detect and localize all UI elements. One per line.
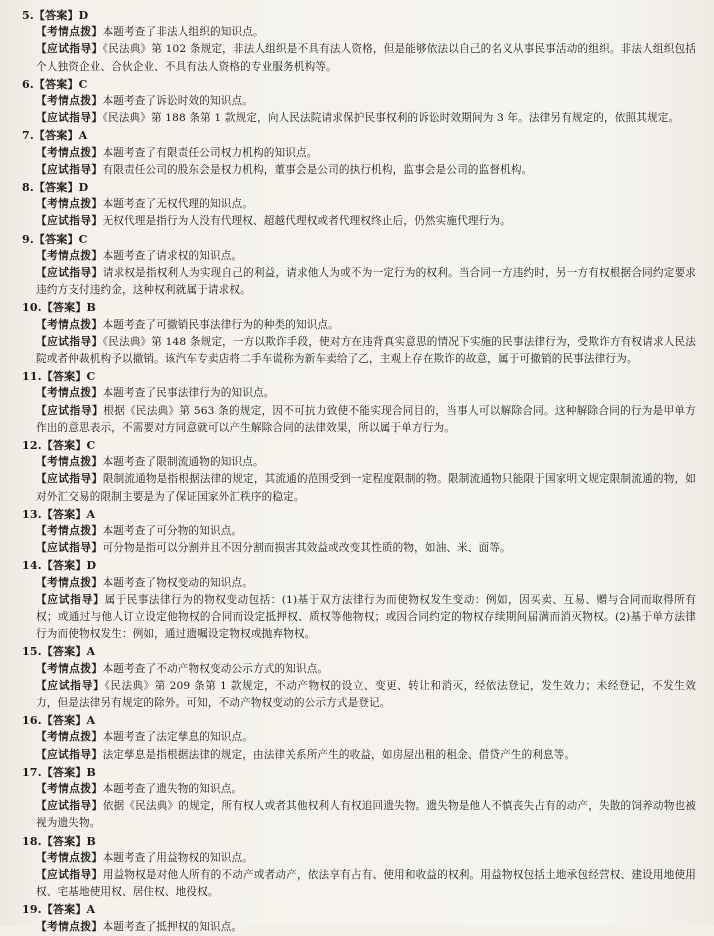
exam-point-line bbox=[22, 729, 696, 746]
guide-line bbox=[22, 334, 696, 368]
guide-tag: 【应试指导】 bbox=[36, 473, 103, 486]
answer-line: 11.【答案】C bbox=[22, 370, 96, 384]
guide-tag: 【应试指导】 bbox=[36, 266, 103, 279]
guide-tag: 【应试指导】 bbox=[36, 112, 103, 125]
guide-tag: 【应试指导】 bbox=[36, 800, 103, 813]
exam-point-line bbox=[22, 248, 696, 265]
answer-line: 5.【答案】D bbox=[22, 9, 89, 22]
exam-point-line bbox=[22, 661, 696, 678]
exam-point-text: 本题考查了可分物的知识点。 bbox=[102, 524, 243, 537]
guide-tag: 【应试指导】 bbox=[36, 748, 103, 761]
guide-text: 《民法典》第 148 条规定，一方以欺诈手段，使对方在违背真实意思的情况下实施的民事法律行为，受欺诈方有权请求人民法院或者仲裁机构予以撤销。该汽车专卖店将二手车谎称为新车卖给了乙，主观上存在欺诈的故意，属于可撤销的民事法律行为。 bbox=[36, 335, 697, 365]
guide-line bbox=[22, 747, 696, 764]
guide-tag: 【应试指导】 bbox=[36, 43, 103, 56]
exam-point-text: 本题考查了有限责任公司权力机构的知识点。 bbox=[102, 146, 318, 159]
answer-entry-10 bbox=[22, 299, 696, 368]
exam-point-line bbox=[22, 523, 696, 540]
answer-line: 10.【答案】B bbox=[22, 301, 97, 315]
exam-point-tag: 【考情点拨】 bbox=[36, 782, 103, 795]
answer-line: 12.【答案】C bbox=[22, 438, 96, 452]
exam-point-line bbox=[22, 781, 696, 798]
guide-line bbox=[22, 213, 696, 230]
exam-point-tag: 【考情点拨】 bbox=[36, 920, 103, 933]
answer-entry-17 bbox=[22, 764, 696, 833]
exam-point-text: 本题考查了民事法律行为的知识点。 bbox=[102, 387, 275, 400]
guide-text: 依据《民法典》的规定，所有权人或者其他权利人有权追回遗失物。遗失物是他人不慎丧失占有的动产，失散的饲养动物也被视为遗失物。 bbox=[36, 800, 697, 830]
exam-point-tag: 【考情点拨】 bbox=[36, 662, 103, 675]
exam-point-tag: 【考情点拨】 bbox=[36, 576, 103, 589]
guide-tag: 【应试指导】 bbox=[36, 404, 104, 417]
answer-entry-18 bbox=[22, 833, 696, 902]
answer-line: 19.【答案】A bbox=[22, 903, 96, 917]
answer-line: 13.【答案】A bbox=[22, 507, 96, 521]
guide-text: 可分物是指可以分割并且不因分割而损害其效益或改变其性质的物，如油、米、面等。 bbox=[102, 542, 511, 555]
guide-text: 根据《民法典》第 563 条的规定，因不可抗力致使不能实现合同目的，当事人可以解除合同。这种解除合同的行为是甲单方作出的意思表示，不需要对方同意就可以产生解除合同的法律效果，所以属于单方行为。 bbox=[36, 404, 697, 434]
answer-entry-12 bbox=[22, 437, 696, 506]
exam-point-tag: 【考情点拨】 bbox=[36, 731, 103, 744]
exam-point-line bbox=[22, 24, 696, 41]
guide-line bbox=[22, 41, 696, 75]
exam-point-text: 本题考查了不动产物权变动公示方式的知识点。 bbox=[102, 662, 329, 675]
answer-entry-19 bbox=[22, 901, 696, 935]
guide-line bbox=[22, 678, 696, 712]
exam-point-tag: 【考情点拨】 bbox=[36, 524, 103, 537]
guide-line bbox=[22, 798, 696, 832]
answer-line: 16.【答案】A bbox=[22, 714, 96, 728]
exam-point-text: 本题考查了请求权的知识点。 bbox=[102, 249, 243, 262]
guide-tag: 【应试指导】 bbox=[36, 335, 103, 348]
exam-point-line bbox=[22, 145, 696, 162]
guide-line bbox=[22, 540, 696, 557]
exam-point-text: 本题考查了限制流通物的知识点。 bbox=[102, 456, 264, 469]
exam-point-line bbox=[22, 317, 696, 334]
exam-point-line bbox=[22, 385, 696, 402]
exam-point-text: 本题考查了法定孳息的知识点。 bbox=[102, 731, 253, 744]
guide-tag: 【应试指导】 bbox=[36, 215, 103, 228]
guide-text: 无权代理是指行为人没有代理权、超越代理权或者代理权终止后，仍然实施代理行为。 bbox=[102, 215, 511, 228]
answer-entry-16 bbox=[22, 712, 696, 764]
answer-entry-8 bbox=[22, 179, 696, 231]
exam-point-line bbox=[22, 196, 696, 213]
exam-point-tag: 【考情点拨】 bbox=[36, 26, 103, 39]
guide-tag: 【应试指导】 bbox=[36, 542, 103, 555]
answer-entry-15 bbox=[22, 643, 696, 712]
exam-point-tag: 【考情点拨】 bbox=[36, 456, 103, 469]
answer-line: 14.【答案】D bbox=[22, 559, 97, 573]
guide-line bbox=[22, 110, 696, 127]
exam-point-text: 本题考查了物权变动的知识点。 bbox=[102, 576, 253, 589]
guide-text: 属于民事法律行为的物权变动包括：(1)基于双方法律行为而使物权发生变动：例如，因买卖、互易、赠与合同而取得所有权；或通过与他人订立设定他物权的合同而设定抵押权、质权等他物权；或因合同约定的物权存续期间届满而消灭物权。(2)基于单方法律行为而使物权发生：例如，通过遗嘱设定物权或抛弃物权。 bbox=[36, 593, 696, 641]
guide-line bbox=[22, 471, 696, 505]
exam-point-text: 本题考查了可撤销民事法律行为的种类的知识点。 bbox=[102, 318, 339, 331]
guide-text: 《民法典》第 188 条第 1 款规定，向人民法院请求保护民事权利的诉讼时效期间为 3 年。法律另有规定的，依照其规定。 bbox=[102, 112, 680, 125]
exam-point-line bbox=[22, 93, 696, 110]
guide-line bbox=[22, 162, 696, 179]
answer-line: 15.【答案】A bbox=[22, 645, 96, 659]
exam-point-text: 本题考查了用益物权的知识点。 bbox=[102, 851, 253, 864]
exam-point-tag: 【考情点拨】 bbox=[36, 198, 103, 211]
guide-text: 限制流通物是指根据法律的规定，其流通的范围受到一定程度限制的物。限制流通物只能限于国家明文规定限制流通的物，如对外汇交易的限制主要是为了保证国家外汇秩序的稳定。 bbox=[36, 473, 697, 503]
exam-point-text: 本题考查了抵押权的知识点。 bbox=[102, 920, 243, 933]
guide-line bbox=[22, 592, 696, 644]
answer-line: 6.【答案】C bbox=[22, 77, 88, 91]
guide-text: 法定孳息是指根据法律的规定，由法律关系所产生的收益，如房屋出租的租金、借贷产生的利息等。 bbox=[102, 748, 576, 761]
exam-point-tag: 【考情点拨】 bbox=[36, 851, 103, 864]
answer-line: 18.【答案】B bbox=[22, 834, 97, 848]
exam-point-line bbox=[22, 919, 696, 936]
answer-line: 8.【答案】D bbox=[22, 180, 89, 194]
guide-line bbox=[22, 867, 696, 901]
answer-entry-13 bbox=[22, 506, 696, 558]
guide-text: 用益物权是对他人所有的不动产或者动产，依法享有占有、使用和收益的权利。用益物权包括土地承包经营权、建设用地使用权、宅基地使用权、居住权、地役权。 bbox=[36, 868, 697, 899]
guide-text: 请求权是指权利人为实现自己的利益，请求他人为或不为一定行为的权利。当合同一方违约时，另一方有权根据合同约定要求违约方支付违约金，这种权利就属于请求权。 bbox=[36, 266, 697, 297]
guide-line bbox=[22, 265, 696, 299]
guide-tag: 【应试指导】 bbox=[36, 868, 103, 881]
answer-entry-7 bbox=[22, 127, 696, 179]
guide-tag: 【应试指导】 bbox=[36, 679, 105, 692]
exam-point-text: 本题考查了无权代理的知识点。 bbox=[102, 198, 253, 211]
guide-tag: 【应试指导】 bbox=[36, 593, 105, 606]
exam-point-tag: 【考情点拨】 bbox=[36, 387, 103, 400]
guide-tag: 【应试指导】 bbox=[36, 163, 103, 176]
answer-entry-9 bbox=[22, 231, 696, 300]
exam-point-line bbox=[22, 454, 696, 471]
guide-line bbox=[22, 403, 696, 437]
answer-entry-11 bbox=[22, 368, 696, 437]
exam-point-text: 本题考查了诉讼时效的知识点。 bbox=[102, 94, 253, 107]
exam-point-line bbox=[22, 575, 696, 592]
exam-point-tag: 【考情点拨】 bbox=[36, 146, 103, 159]
exam-point-text: 本题考查了遗失物的知识点。 bbox=[102, 782, 243, 795]
exam-point-text: 本题考查了非法人组织的知识点。 bbox=[102, 26, 264, 39]
exam-point-tag: 【考情点拨】 bbox=[36, 318, 103, 331]
answer-entry-14 bbox=[22, 557, 696, 643]
answer-entry-5 bbox=[22, 7, 696, 76]
answer-line: 7.【答案】A bbox=[22, 129, 88, 143]
guide-text: 有限责任公司的股东会是权力机构，董事会是公司的执行机构，监事会是公司的监督机构。 bbox=[102, 163, 533, 176]
exam-point-line bbox=[22, 850, 696, 867]
guide-text: 《民法典》第 102 条规定，非法人组织是不具有法人资格，但是能够依法以自己的名义从事民事活动的组织。非法人组织包括个人独资企业、合伙企业、不具有法人资格的专业服务机构等。 bbox=[36, 43, 697, 73]
exam-point-tag: 【考情点拨】 bbox=[36, 94, 103, 107]
answer-entry-6 bbox=[22, 76, 696, 128]
exam-point-tag: 【考情点拨】 bbox=[36, 249, 103, 262]
answer-line: 9.【答案】C bbox=[22, 232, 88, 246]
answer-line: 17.【答案】B bbox=[22, 765, 97, 779]
guide-text: 《民法典》第 209 条第 1 款规定，不动产物权的设立、变更、转让和消灭，经依法登记，发生效力；未经登记，不发生效力，但是法律另有规定的除外。可知，不动产物权变动的公示方式是登记。 bbox=[36, 679, 697, 709]
